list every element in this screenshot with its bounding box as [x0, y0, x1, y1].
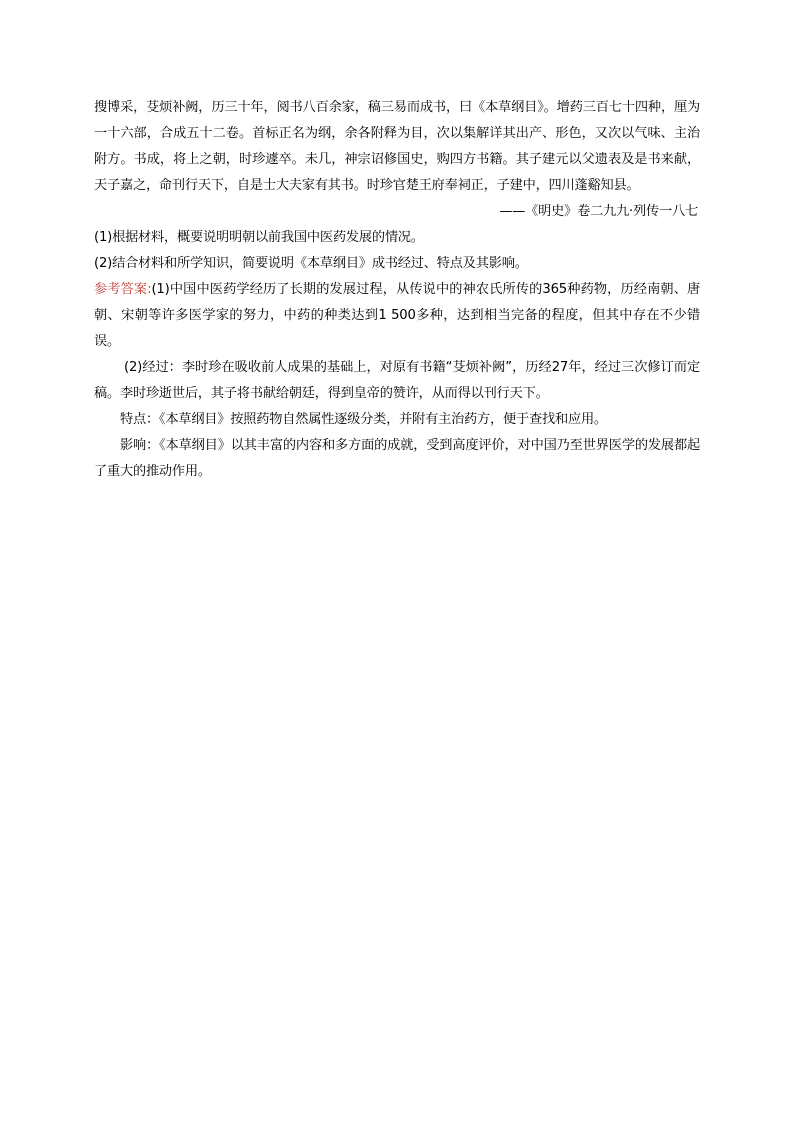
- answer-1-paragraph: [94, 277, 700, 355]
- question-2: (2)结合材料和所学知识，简要说明《本草纲目》成书经过、特点及其影响。: [94, 256, 528, 271]
- document-content: [94, 95, 700, 485]
- source-passage: 搜博采，芟烦补阙，历三十年，阅书八百余家，稿三易而成书，曰《本草纲目》。增药三百七十四种，厘为一十六部，合成五十二卷。首标正名为纲，余各附释为目，次以集解详其出产、形色，又次以气味、主治附方。书成，将上之朝，时珍遽卒。未几，神宗诏修国史，购四方书籍。其子建元以父遗表及是书来献，天子嘉之，命刊行天下，自是士大夫家有其书。时珍官楚王府奉祠正，子建中，四川蓬谿知县。: [94, 100, 700, 193]
- answer-2-process: (2)经过：李时珍在吸收前人成果的基础上，对原有书籍“芟烦补阙”，历经27年，经过三次修订而定稿。李时珍逝世后，其子将书献给朝廷，得到皇帝的赞许，从而得以刊行天下。: [94, 360, 700, 401]
- answer-2-impact: 影响：《本草纲目》以其丰富的内容和多方面的成就，受到高度评价，对中国乃至世界医学的发展都起了重大的推动作用。: [94, 438, 700, 479]
- question-1: (1)根据材料，概要说明明朝以前我国中医药发展的情况。: [94, 230, 424, 245]
- source-citation: ——《明史》卷二九九·列传一八七: [499, 204, 698, 219]
- answer-2-features: 特点：《本草纲目》按照药物自然属性逐级分类，并附有主治药方，便于查找和应用。: [120, 412, 607, 427]
- answer-label: 参考答案:: [94, 282, 152, 297]
- answer-1: (1)中国中医药学经历了长期的发展过程，从传说中的神农氏所传的365种药物，历经南朝、唐朝、宋朝等许多医学家的努力，中药的种类达到1 500多种，达到相当完备的程度，但其中存在不少错误。: [94, 282, 700, 349]
